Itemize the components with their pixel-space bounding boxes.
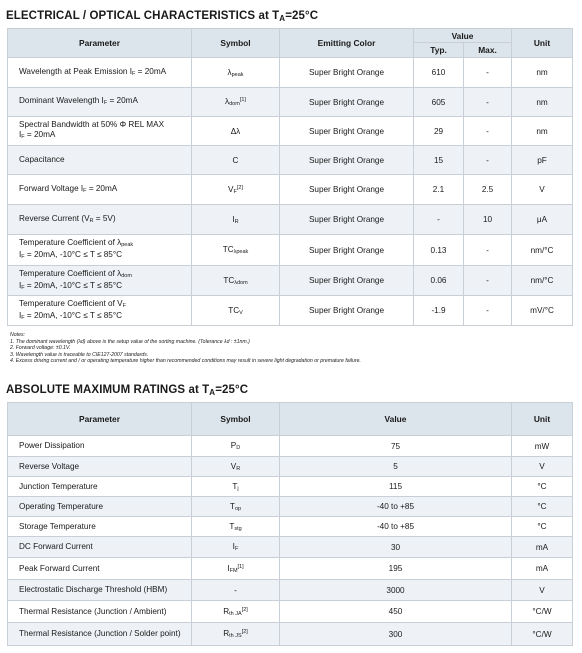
- emitting-color-cell: Super Bright Orange: [280, 235, 414, 266]
- unit-cell: nm/°C: [512, 235, 573, 266]
- symbol-cell: $T_{stg}$: [192, 517, 280, 537]
- parameter-cell: Capacitance: [8, 146, 192, 175]
- electrical-section-title: ELECTRICAL / OPTICAL CHARACTERISTICS at $T_A=25^\circ C$: [6, 10, 319, 23]
- unit-cell: V: [512, 580, 573, 601]
- note-line: 2. Forward voltage: ±0.1V.: [10, 345, 71, 352]
- value-cell: 3000: [280, 580, 512, 601]
- typ-value-cell: 2.1: [414, 175, 464, 205]
- table-row: [8, 175, 573, 205]
- unit-cell: °C: [512, 477, 573, 497]
- emitting-color-cell: Super Bright Orange: [280, 175, 414, 205]
- table-row: [8, 457, 573, 477]
- max-value-cell: -: [464, 266, 512, 296]
- electrical-characteristics-table: [7, 28, 573, 326]
- abs-header-unit: Unit: [512, 403, 573, 436]
- unit-cell: °C: [512, 517, 573, 537]
- symbol-cell: $R_{th JS}[2]$: [192, 623, 280, 646]
- parameter-cell: Peak Forward Current: [8, 558, 192, 580]
- symbol-cell: C: [192, 146, 280, 175]
- parameter-cell: Power Dissipation: [8, 436, 192, 457]
- unit-cell: μA: [512, 205, 573, 235]
- typ-value-cell: 605: [414, 88, 464, 117]
- table-row: [8, 623, 573, 646]
- parameter-cell: DC Forward Current: [8, 537, 192, 558]
- unit-cell: nm: [512, 117, 573, 146]
- typ-value-cell: 15: [414, 146, 464, 175]
- typ-value-cell: -1.9: [414, 296, 464, 326]
- table-row: [8, 601, 573, 623]
- table-row: [8, 266, 573, 296]
- notes: [10, 332, 361, 365]
- parameter-cell: Electrostatic Discharge Threshold (HBM): [8, 580, 192, 601]
- max-value-cell: 2.5: [464, 175, 512, 205]
- note-line: 1. The dominant wavelength (λd) above is the setup value of the sorting machine. (Tolerance λd : ±1nm.): [10, 338, 250, 345]
- parameter-cell: Reverse Voltage: [8, 457, 192, 477]
- parameter-cell: Dominant Wavelength $I_F = 20mA$: [8, 88, 192, 117]
- symbol-cell: $I_{FM}[1]$: [192, 558, 280, 580]
- parameter-cell: Temperature Coefficient of $\lambda_{peak}$ $I_F = 20mA$, -10°C ≤ T ≤ 85°C: [8, 235, 192, 266]
- header-emitting-color: Emitting Color: [280, 29, 414, 58]
- parameter-cell: Forward Voltage $I_F = 20mA$: [8, 175, 192, 205]
- unit-cell: °C/W: [512, 623, 573, 646]
- symbol-cell: $\lambda_{peak}$: [192, 58, 280, 88]
- header-value: Value: [414, 29, 512, 43]
- value-cell: 195: [280, 558, 512, 580]
- typ-value-cell: 610: [414, 58, 464, 88]
- value-cell: 75: [280, 436, 512, 457]
- header-typ: Typ.: [414, 43, 464, 58]
- value-cell: -40 to +85: [280, 517, 512, 537]
- symbol-cell: $I_F$: [192, 537, 280, 558]
- max-value-cell: 10: [464, 205, 512, 235]
- value-cell: -40 to +85: [280, 497, 512, 517]
- table-row: [8, 205, 573, 235]
- note-line: 4. Excess driving current and / or operating temperature higher than recommended conditions may result in severe light degradation or premature failure.: [10, 358, 361, 365]
- unit-cell: V: [512, 457, 573, 477]
- table-row: [8, 497, 573, 517]
- emitting-color-cell: Super Bright Orange: [280, 58, 414, 88]
- emitting-color-cell: Super Bright Orange: [280, 117, 414, 146]
- header-symbol: Symbol: [192, 29, 280, 58]
- emitting-color-cell: Super Bright Orange: [280, 205, 414, 235]
- unit-cell: nm: [512, 58, 573, 88]
- value-cell: 5: [280, 457, 512, 477]
- typ-value-cell: 29: [414, 117, 464, 146]
- parameter-cell: Temperature Coefficient of $\lambda_{dom}$ $I_F = 20mA$, -10°C ≤ T ≤ 85°C: [8, 266, 192, 296]
- symbol-cell: $T_{op}$: [192, 497, 280, 517]
- parameter-cell: Wavelength at Peak Emission $I_F = 20mA$: [8, 58, 192, 88]
- unit-cell: V: [512, 175, 573, 205]
- value-cell: 30: [280, 537, 512, 558]
- parameter-cell: Storage Temperature: [8, 517, 192, 537]
- unit-cell: mA: [512, 537, 573, 558]
- value-cell: 300: [280, 623, 512, 646]
- notes-heading: Notes:: [10, 332, 25, 338]
- emitting-color-cell: Super Bright Orange: [280, 146, 414, 175]
- parameter-cell: Temperature Coefficient of $V_F$ $I_F = 20mA$, -10°C ≤ T ≤ 85°C: [8, 296, 192, 326]
- header-max: Max.: [464, 43, 512, 58]
- emitting-color-cell: Super Bright Orange: [280, 88, 414, 117]
- max-value-cell: -: [464, 235, 512, 266]
- table-row: [8, 517, 573, 537]
- table-row: [8, 537, 573, 558]
- table-row: [8, 296, 573, 326]
- symbol-cell: $TC_{\lambda peak}$: [192, 235, 280, 266]
- typ-value-cell: 0.06: [414, 266, 464, 296]
- symbol-cell: $\lambda_{dom}[1]$: [192, 88, 280, 117]
- header-parameter: Parameter: [8, 29, 192, 58]
- parameter-cell: Thermal Resistance (Junction / Solder point): [8, 623, 192, 646]
- table-row: [8, 558, 573, 580]
- symbol-cell: -: [192, 580, 280, 601]
- unit-cell: mA: [512, 558, 573, 580]
- unit-cell: nm/°C: [512, 266, 573, 296]
- unit-cell: pF: [512, 146, 573, 175]
- abs-header-symbol: Symbol: [192, 403, 280, 436]
- symbol-cell: $P_D$: [192, 436, 280, 457]
- symbol-cell: Δλ: [192, 117, 280, 146]
- symbol-cell: $TC_V$: [192, 296, 280, 326]
- table-row: [8, 117, 573, 146]
- abs-header-value: Value: [280, 403, 512, 436]
- symbol-cell: $V_R$: [192, 457, 280, 477]
- max-value-cell: -: [464, 117, 512, 146]
- max-value-cell: -: [464, 58, 512, 88]
- parameter-cell: Thermal Resistance (Junction / Ambient): [8, 601, 192, 623]
- table-row: [8, 436, 573, 457]
- unit-cell: mW: [512, 436, 573, 457]
- unit-cell: °C/W: [512, 601, 573, 623]
- symbol-cell: $T_j$: [192, 477, 280, 497]
- unit-cell: nm: [512, 88, 573, 117]
- symbol-cell: $I_R$: [192, 205, 280, 235]
- typ-value-cell: -: [414, 205, 464, 235]
- parameter-cell: Reverse Current $(V_R = 5V)$: [8, 205, 192, 235]
- max-value-cell: -: [464, 146, 512, 175]
- symbol-cell: $TC_{\lambda dom}$: [192, 266, 280, 296]
- absolute-section-title: ABSOLUTE MAXIMUM RATINGS at $T_A=25^\circ C$: [6, 384, 249, 397]
- value-cell: 450: [280, 601, 512, 623]
- unit-cell: °C: [512, 497, 573, 517]
- typ-value-cell: 0.13: [414, 235, 464, 266]
- abs-header-parameter: Parameter: [8, 403, 192, 436]
- table-row: [8, 88, 573, 117]
- parameter-cell: Junction Temperature: [8, 477, 192, 497]
- table-row: [8, 477, 573, 497]
- table-row: [8, 58, 573, 88]
- table-row: [8, 235, 573, 266]
- table-row: [8, 146, 573, 175]
- unit-cell: mV/°C: [512, 296, 573, 326]
- note-line: 3. Wavelength value is traceable to CIE127-2007 standards.: [10, 351, 149, 358]
- symbol-cell: $V_F[2]$: [192, 175, 280, 205]
- parameter-cell: Operating Temperature: [8, 497, 192, 517]
- table-row: [8, 580, 573, 601]
- emitting-color-cell: Super Bright Orange: [280, 296, 414, 326]
- emitting-color-cell: Super Bright Orange: [280, 266, 414, 296]
- symbol-cell: $R_{th JA}[2]$: [192, 601, 280, 623]
- max-value-cell: -: [464, 296, 512, 326]
- absolute-maximum-ratings-table: [7, 402, 573, 646]
- parameter-cell: Spectral Bandwidth at 50% Φ REL MAX $I_F = 20mA$: [8, 117, 192, 146]
- value-cell: 115: [280, 477, 512, 497]
- max-value-cell: -: [464, 88, 512, 117]
- header-unit: Unit: [512, 29, 573, 58]
